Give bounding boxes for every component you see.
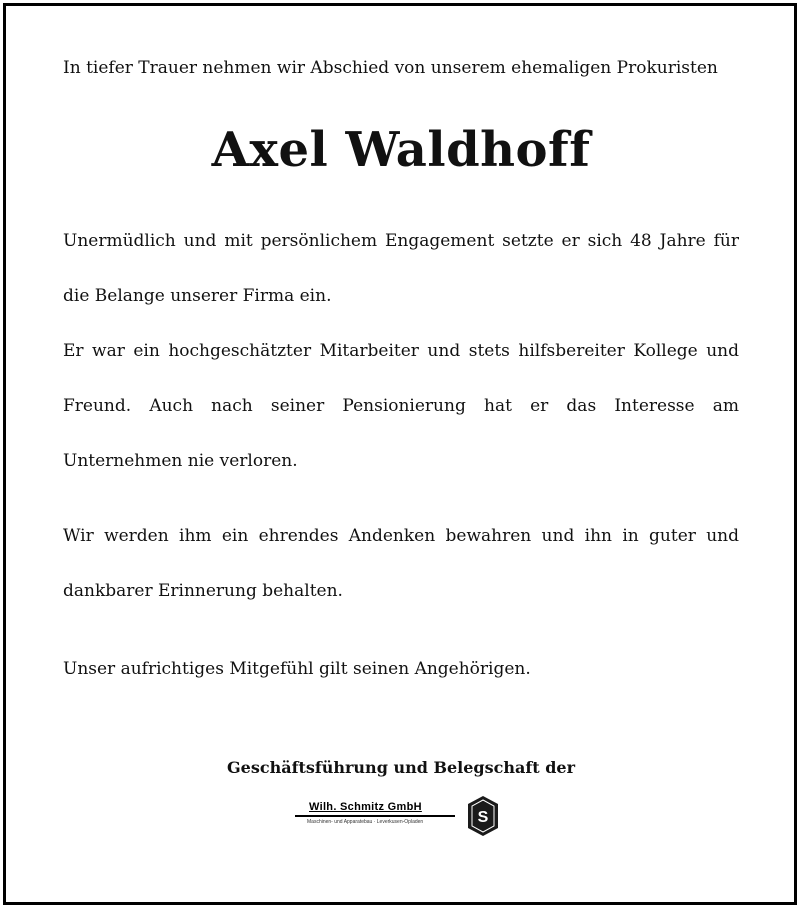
signature-line: Geschäftsführung und Belegschaft der [226, 758, 576, 777]
shield-s-logo-icon [467, 795, 499, 837]
company-logo-block [295, 795, 575, 845]
paragraph-memory: Wir werden ihm ein ehrendes Andenken bewahren und ihn in guter und dankbarer Erinnerung behalten. [63, 526, 739, 601]
deceased-name: Axel Waldhoff [211, 122, 591, 178]
paragraph-engagement: Unermüdlich und mit persönlichem Engagement setzte er sich 48 Jahre für die Belange unserer Firma ein. [63, 231, 739, 306]
intro-text: In tiefer Trauer nehmen wir Abschied von unserem ehemaligen Prokuristen [63, 58, 718, 78]
paragraph-colleague: Er war ein hochgeschätzter Mitarbeiter und stets hilfsbereiter Kollege und Freund. Auch nach seiner Pensionierung hat er das Interesse am Unternehmen nie verloren. [63, 341, 739, 471]
paragraph-condolence: Unser aufrichtiges Mitgefühl gilt seinen Angehörigen. [63, 659, 531, 679]
logo-letter: S [477, 809, 489, 826]
company-subtitle: Maschinen- und Apparatebau · Leverkusen-Opladen [307, 819, 424, 825]
company-name: Wilh. Schmitz GmbH [309, 801, 422, 813]
company-underline [295, 815, 455, 817]
